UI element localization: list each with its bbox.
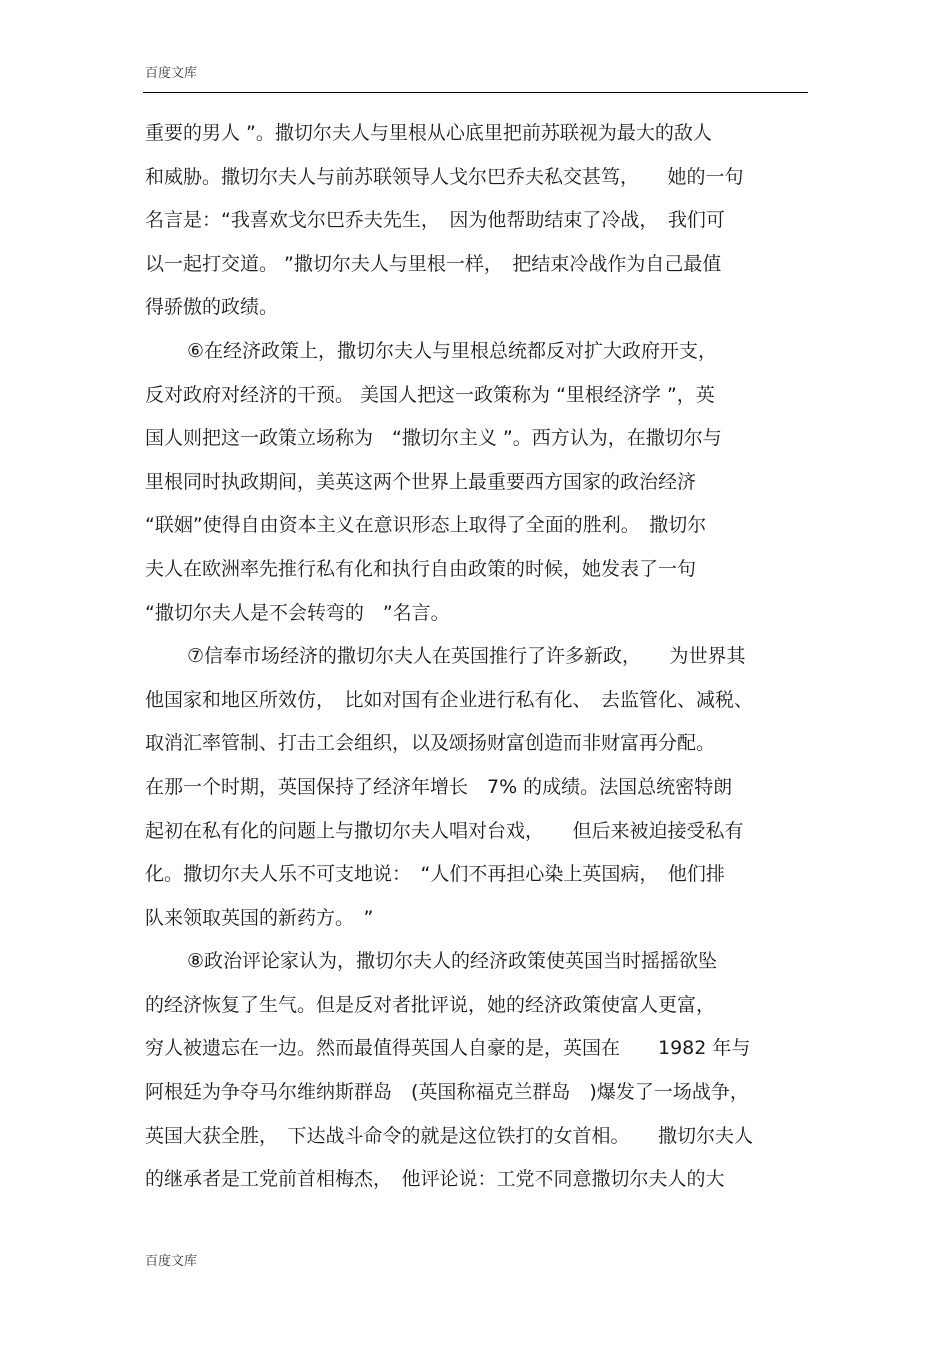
text-line: 起初在私有化的问题上与撒切尔夫人唱对台戏， 但后来被迫接受私有 <box>145 819 744 842</box>
header-divider <box>143 92 808 93</box>
text-line: 英国大获全胜， 下达战斗命令的就是这位铁打的女首相。 撒切尔夫人 <box>145 1124 754 1147</box>
text-line: 国人则把这一政策立场称为 “撒切尔主义 ”。西方认为，在撒切尔与 <box>145 427 722 450</box>
text-line: 他国家和地区所效仿， 比如对国有企业进行私有化、 去监管化、减税、 <box>145 688 754 711</box>
text-line: 重要的男人 ”。撒切尔夫人与里根从心底里把前苏联视为最大的敌人 <box>145 122 712 144</box>
text-line: ⑦信奉市场经济的撒切尔夫人在英国推行了许多新政， 为世界其 <box>187 645 746 668</box>
page-footer: 百度文库 <box>145 1254 198 1269</box>
page-header: 百度文库 <box>145 66 198 81</box>
text-line: 和威胁。撒切尔夫人与前苏联领导人戈尔巴乔夫私交甚笃， 她的一句 <box>145 165 744 188</box>
text-line: 穷人被遗忘在一边。然而最值得英国人自豪的是，英国在 1982 年与 <box>145 1037 751 1060</box>
document-body <box>145 112 810 1202</box>
text-line: 化。撒切尔夫人乐不可支地说： “人们不再担心染上英国病， 他们排 <box>145 863 725 886</box>
text-line: 里根同时执政期间，美英这两个世界上最重要西方国家的政治经济 <box>145 470 697 493</box>
paragraph <box>145 112 810 330</box>
paragraph <box>145 330 810 635</box>
text-line: 取消汇率管制、打击工会组织，以及颂扬财富创造而非财富再分配。 <box>145 732 716 755</box>
text-line: 名言是：“我喜欢戈尔巴乔夫先生， 因为他帮助结束了冷战， 我们可 <box>145 209 725 232</box>
text-line: 的经济恢复了生气。但是反对者批评说，她的经济政策使富人更富， <box>145 993 716 1016</box>
paragraph <box>145 635 810 940</box>
text-line: 阿根廷为争夺马尔维纳斯群岛 (英国称福克兰群岛 )爆发了一场战争， <box>145 1081 749 1104</box>
text-line: 得骄傲的政绩。 <box>145 296 279 319</box>
paragraph <box>145 940 810 1202</box>
text-line: 在那一个时期，英国保持了经济年增长 7% 的成绩。法国总统密特朗 <box>145 775 733 798</box>
text-line: 以一起打交道。 ”撒切尔夫人与里根一样， 把结束冷战作为自己最值 <box>145 252 722 275</box>
text-line: ⑧政治评论家认为，撒切尔夫人的经济政策使英国当时摇摇欲坠 <box>187 950 718 973</box>
text-line: “撒切尔夫人是不会转弯的 ”名言。 <box>145 601 450 624</box>
text-line: ⑥在经济政策上，撒切尔夫人与里根总统都反对扩大政府开支， <box>187 339 718 362</box>
text-line: 的继承者是工党前首相梅杰， 他评论说：工党不同意撒切尔夫人的大 <box>145 1168 725 1191</box>
text-line: “联姻”使得自由资本主义在意识形态上取得了全面的胜利。 撒切尔 <box>145 514 707 537</box>
text-line: 夫人在欧洲率先推行私有化和执行自由政策的时候，她发表了一句 <box>145 557 697 580</box>
text-line: 队来领取英国的新药方。 ” <box>145 906 374 929</box>
text-line: 反对政府对经济的干预。 美国人把这一政策称为 “里根经济学 ”，英 <box>145 383 715 406</box>
